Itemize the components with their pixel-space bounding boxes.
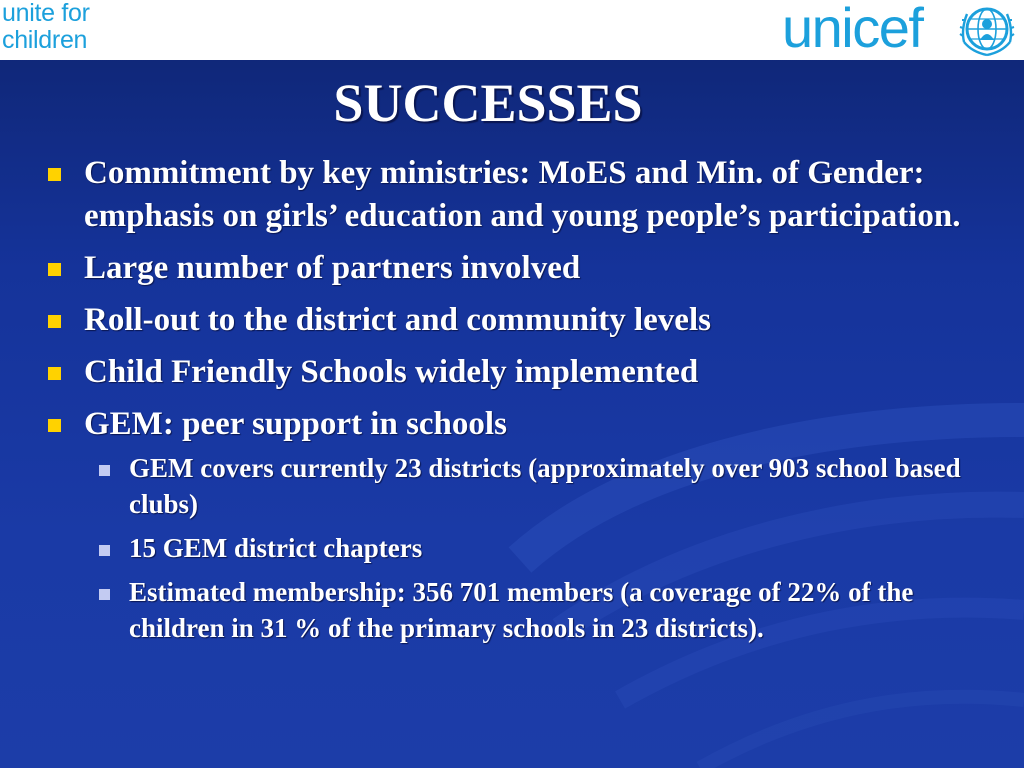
bullet-square-icon — [48, 168, 61, 181]
bullet-text: Roll-out to the district and community levels — [84, 302, 711, 338]
bullet-square-icon — [48, 315, 61, 328]
sub-bullet-text: 15 GEM district chapters — [129, 533, 423, 563]
sub-bullet-square-icon — [99, 545, 110, 556]
unicef-emblem-icon — [958, 2, 1016, 58]
bullet-item — [44, 152, 974, 238]
bullet-square-icon — [48, 263, 61, 276]
tagline-line2: children — [2, 26, 88, 54]
sub-bullet-item — [44, 450, 974, 522]
bullet-item — [44, 403, 974, 446]
sub-bullet-square-icon — [99, 589, 110, 600]
bullet-text: Large number of partners involved — [84, 250, 581, 286]
sub-bullet-item — [44, 530, 974, 566]
slide-title: SUCCESSES — [333, 73, 643, 133]
bullet-text: Commitment by key ministries: MoES and Min. of Gender: emphasis on girls’ education and young people’s participation. — [84, 155, 961, 234]
header-band — [0, 0, 1024, 60]
sub-bullet-text: Estimated membership: 356 701 members (a coverage of 22% of the children in 31 % of the primary schools in 23 districts). — [129, 577, 914, 643]
sub-bullet-text: GEM covers currently 23 districts (approximately over 903 school based clubs) — [129, 453, 961, 519]
bullet-text: GEM: peer support in schools — [84, 406, 507, 442]
bullet-square-icon — [48, 367, 61, 380]
tagline — [2, 0, 90, 54]
bullet-item — [44, 299, 974, 342]
sub-bullet-item — [44, 574, 974, 646]
tagline-line1: unite for — [2, 0, 90, 27]
sub-bullet-square-icon — [99, 465, 110, 476]
bullet-text: Child Friendly Schools widely implemented — [84, 354, 699, 390]
brand-wordmark: unicef — [782, 0, 923, 59]
bullet-square-icon — [48, 419, 61, 432]
bullet-item — [44, 351, 974, 394]
bullet-item — [44, 247, 974, 290]
bullet-list — [44, 152, 974, 654]
